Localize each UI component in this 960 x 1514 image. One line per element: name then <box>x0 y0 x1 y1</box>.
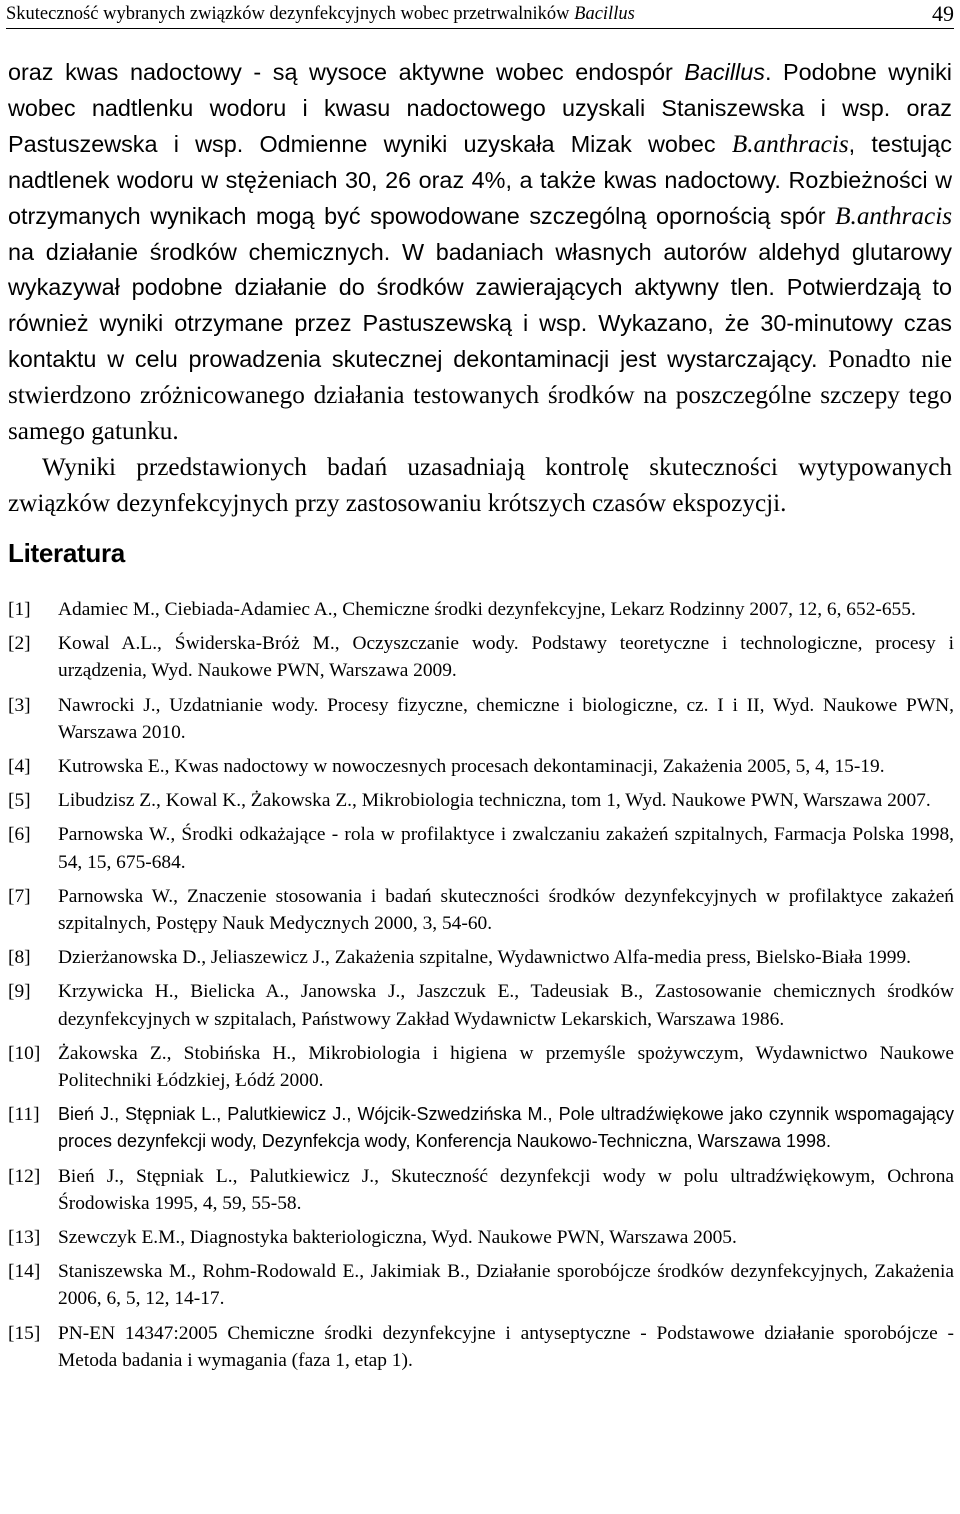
page-number: 49 <box>932 1 954 26</box>
reference-number: [15] <box>8 1322 41 1344</box>
body-run: . Podobne wyniki wobec nadtlenku wodoru i kwasu nadoctowego uzyskali Staniszewska i wsp. oraz Pastuszewska i wsp. Odmienne wyniki uzyskała Mizak wobec <box>8 59 952 157</box>
reference-number: [10] <box>8 1042 41 1064</box>
body-paragraph-2: Wyniki przedstawionych badań uzasadniają kontrolę skuteczności wytypowanych związków dezynfekcyjnych przy zastosowaniu krótszych czasów ekspozycji. <box>8 453 952 517</box>
reference-item <box>8 630 954 684</box>
section-heading: Literatura <box>8 538 125 568</box>
reference-number: [4] <box>8 756 31 778</box>
reference-number: [8] <box>8 947 31 969</box>
reference-number: [5] <box>8 790 31 812</box>
reference-number: [9] <box>8 981 31 1003</box>
reference-text: Bień J., Stępniak L., Palutkiewicz J., Wójcik-Szwedzińska M., Pole ultradźwiękowe jako czynnik wspomagający proces dezynfekcji wody, Dezynfekcja wody, Konferencja Naukowo-Techniczna, Warszawa 1998. <box>58 1104 954 1152</box>
reference-item <box>8 1258 954 1312</box>
reference-item <box>8 787 954 814</box>
reference-text: Nawrocki J., Uzdatnianie wody. Procesy fizyczne, chemiczne i biologiczne, cz. I i II, Wyd. Naukowe PWN, Warszawa 2010. <box>58 694 954 743</box>
reference-item <box>8 1320 954 1374</box>
species-name: B.anthracis <box>731 130 849 158</box>
running-title: Skuteczność wybranych związków dezynfekcyjnych wobec przetrwalników Bacillus <box>6 4 635 24</box>
reference-number: [12] <box>8 1165 41 1187</box>
reference-item <box>8 1224 954 1251</box>
reference-number: [7] <box>8 885 31 907</box>
reference-item <box>8 753 954 780</box>
reference-text: Bień J., Stępniak L., Palutkiewicz J., Skuteczność dezynfekcji wody w polu ultradźwiękowym, Ochrona Środowiska 1995, 4, 59, 55-58. <box>58 1165 954 1214</box>
species-name: B.anthracis <box>835 202 952 230</box>
reference-item <box>8 596 954 623</box>
reference-number: [14] <box>8 1261 41 1283</box>
body-paragraph-1 <box>8 55 952 450</box>
body-text <box>8 55 952 522</box>
reference-text: Dzierżanowska D., Jeliaszewicz J., Zakażenia szpitalne, Wydawnictwo Alfa-media press, Bielsko-Biała 1999. <box>58 947 911 969</box>
body-run: oraz kwas nadoctowy - są wysoce aktywne wobec endospór <box>8 59 685 85</box>
reference-number: [1] <box>8 599 31 620</box>
reference-text: Żakowska Z., Stobińska H., Mikrobiologia i higiena w przemyśle spożywczym, Wydawnictwo Naukowe Politechniki Łódzkiej, Łódź 2000. <box>58 1042 954 1092</box>
reference-text: PN-EN 14347:2005 Chemiczne środki dezynfekcyjne i antyseptyczne - Podstawowe działanie sporobójcze - Metoda badania i wymagania (faza 1, etap 1). <box>58 1322 954 1371</box>
body-run: Ponadto nie stwierdzono zróżnicowanego działania testowanych środków na poszczególne szczepy tego samego gatunku. <box>8 346 952 446</box>
reference-text: Krzywicka H., Bielicka A., Janowska J., Jaszczuk E., Tadeusiak B., Zastosowanie chemicznych środków dezynfekcyjnych w szpitalach, Państwowy Zakład Wydawnictw Lekarskich, Warszawa 1986. <box>58 981 954 1030</box>
reference-text: Szewczyk E.M., Diagnostyka bakteriologiczna, Wyd. Naukowe PWN, Warszawa 2005. <box>58 1227 737 1249</box>
reference-number: [11] <box>8 1104 40 1126</box>
reference-item <box>8 883 954 937</box>
reference-text: Parnowska W., Znaczenie stosowania i badań skuteczności środków dezynfekcyjnych w profilaktyce zakażeń szpitalnych, Postępy Nauk Medycznych 2000, 3, 54-60. <box>58 885 954 935</box>
reference-item <box>8 1101 954 1155</box>
reference-item <box>8 978 954 1032</box>
reference-item <box>8 821 954 875</box>
reference-text: Kowal A.L., Świderska-Bróż M., Oczyszczanie wody. Podstawy teoretyczne i technologiczne, procesy i urządzenia, Wyd. Naukowe PWN, Warszawa 2009. <box>58 633 954 682</box>
reference-item <box>8 692 954 746</box>
reference-item <box>8 944 954 971</box>
reference-text: Adamiec M., Ciebiada-Adamiec A., Chemiczne środki dezynfekcyjne, Lekarz Rodzinny 2007, 12, 6, 652-655. <box>58 599 916 620</box>
running-header <box>6 2 954 29</box>
reference-text: Parnowska W., Środki odkażające - rola w profilaktyce i zwalczaniu zakażeń szpitalnych, Farmacja Polska 1998, 54, 15, 675-684. <box>58 824 954 873</box>
reference-item <box>8 1040 954 1094</box>
reference-text: Staniszewska M., Rohm-Rodowald E., Jakimiak B., Działanie sporobójcze środków dezynfekcyjnych, Zakażenia 2006, 6, 5, 12, 14-17. <box>58 1261 954 1310</box>
running-title-genus: Bacillus <box>574 4 635 24</box>
body-run: , testując nadtlenek wodoru w stężeniach 30, 26 oraz 4%, a także kwas nadoctowy. Rozbieżności w otrzymanych wynikach mogą być spowodowane szczególną opornością spór <box>8 130 952 229</box>
body-run: na działanie środków chemicznych. W badaniach własnych autorów aldehyd glutarowy wykazywał podobne działanie do środków zawierających aktywny tlen. Potwierdzają to również wyniki otrzymane przez Pastuszewską i wsp. Wykazano, że 30-minutowy czas kontaktu w celu prowadzenia skutecznej dekontaminacji jest wystarczający. <box>8 238 952 373</box>
reference-number: [2] <box>8 633 31 655</box>
genus-name: Bacillus <box>684 59 765 85</box>
reference-number: [3] <box>8 694 31 716</box>
reference-number: [6] <box>8 824 31 846</box>
reference-number: [13] <box>8 1227 41 1249</box>
reference-text: Kutrowska E., Kwas nadoctowy w nowoczesnych procesach dekontaminacji, Zakażenia 2005, 5, 4, 15-19. <box>58 756 885 778</box>
reference-item <box>8 1163 954 1217</box>
reference-text: Libudzisz Z., Kowal K., Żakowska Z., Mikrobiologia techniczna, tom 1, Wyd. Naukowe PWN, Warszawa 2007. <box>58 790 931 812</box>
reference-list <box>8 596 954 1381</box>
